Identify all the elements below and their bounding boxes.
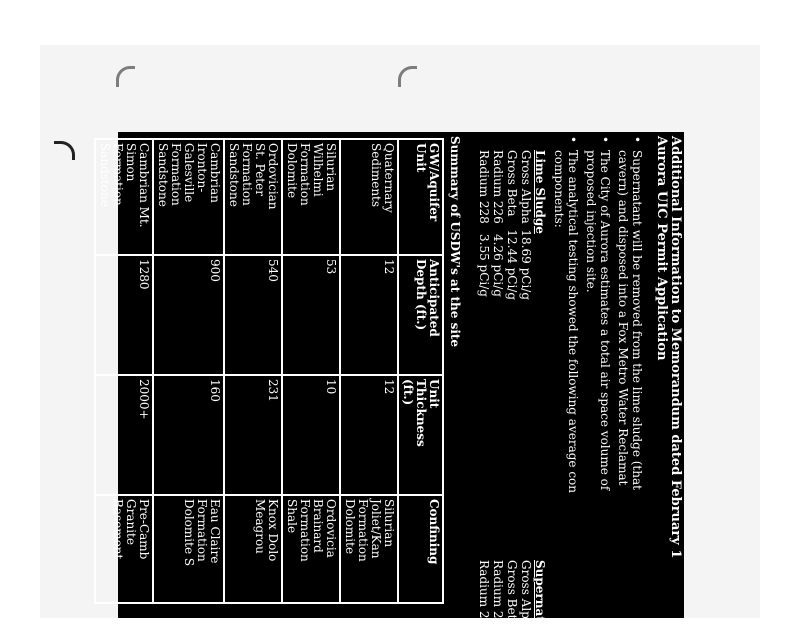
bullet-text: The City of Aurora estimates a total air space volume of [598, 150, 612, 491]
bullet-text: components: [552, 150, 566, 228]
cell-confining: Eau Claire Formation Dolomite S [153, 495, 224, 603]
supernatant-header: Supernata [533, 560, 547, 630]
cell-thickness: 12 [340, 375, 398, 495]
cell-confining: Knox Dolo Meagrou [224, 495, 282, 603]
bullet-icon: • [630, 136, 644, 144]
component-row: Radium 226 4.26 pCi/g [491, 150, 505, 297]
component-row: Gross Alph [519, 560, 533, 627]
cell-thickness: 231 [224, 375, 282, 495]
bullet-item [552, 136, 580, 616]
bullet-icon: • [598, 136, 612, 144]
component-row: Radium 22 [477, 560, 491, 627]
table-row [282, 139, 340, 603]
component-row: Radium 228 3.55 pCi/g [477, 150, 491, 297]
header-depth: Anticipated Depth (ft.) [398, 255, 443, 375]
cell-thickness: 2000+ [95, 375, 153, 495]
cell-confining: Pre-Camb Granite Basement [95, 495, 153, 603]
bullet-item [616, 136, 644, 616]
cell-depth: 53 [282, 255, 340, 375]
cell-unit: Cambrian Ironton- Galesville Formation Sandstone [153, 139, 224, 255]
table-row [95, 139, 153, 603]
cell-depth: 540 [224, 255, 282, 375]
summary-heading: Summary of USDW's at the site [448, 136, 462, 348]
cell-thickness: 160 [153, 375, 224, 495]
bullet-text: Supernatant will be removed from the lime sludge (that [630, 150, 644, 490]
bullet-text: cavern) and disposed into a Fox Metro Water Reclamat [616, 150, 630, 486]
lime-sludge-column [477, 150, 547, 300]
usdw-table [94, 138, 444, 604]
doc-title: Additional Information to Memorandum dated February 1 [668, 136, 683, 559]
table-row [153, 139, 224, 603]
doc-subtitle: Aurora UIC Permit Application [654, 136, 669, 361]
component-row: Gross Beta [505, 560, 519, 627]
cell-confining: Silurian Joliet/Kan Formation Dolomite [340, 495, 398, 603]
bullet-icon: • [566, 136, 580, 144]
header-unit: GW/Aquifer Unit [398, 139, 443, 255]
cell-thickness: 10 [282, 375, 340, 495]
cell-depth: 12 [340, 255, 398, 375]
component-row: Gross Alpha 18.69 pCi/g [519, 150, 533, 300]
cell-confining: Ordovicia Brainard Formation Shale [282, 495, 340, 603]
bullet-text: proposed injection site. [584, 150, 598, 293]
bullet-item [584, 136, 612, 616]
components-list [475, 150, 547, 630]
cell-depth: 900 [153, 255, 224, 375]
table-row [340, 139, 398, 603]
header-thickness: Unit Thickness (ft.) [398, 375, 443, 495]
cell-unit: Ordovician St. Peter Formation Sandstone [224, 139, 282, 255]
scanned-page-panel [98, 132, 684, 630]
bullet-text: The analytical testing showed the following average con [566, 150, 580, 494]
table-row [224, 139, 282, 603]
cell-unit: Cambrian Mt. Simon Formation Sandstone [95, 139, 153, 255]
component-row: Radium 22 [491, 560, 505, 627]
header-confining: Confining [398, 495, 443, 603]
cell-unit: Silurian Wilhelmi Formation Dolomite [282, 139, 340, 255]
cell-unit: Quaternary Sediments [340, 139, 398, 255]
table-header-row [398, 139, 443, 603]
rotated-document [98, 132, 684, 630]
lime-sludge-header: Lime Sludge [533, 150, 547, 234]
supernatant-column [477, 560, 547, 630]
component-row: Gross Beta 12.44 pCi/g [505, 150, 519, 300]
cell-depth: 1280 [95, 255, 153, 375]
